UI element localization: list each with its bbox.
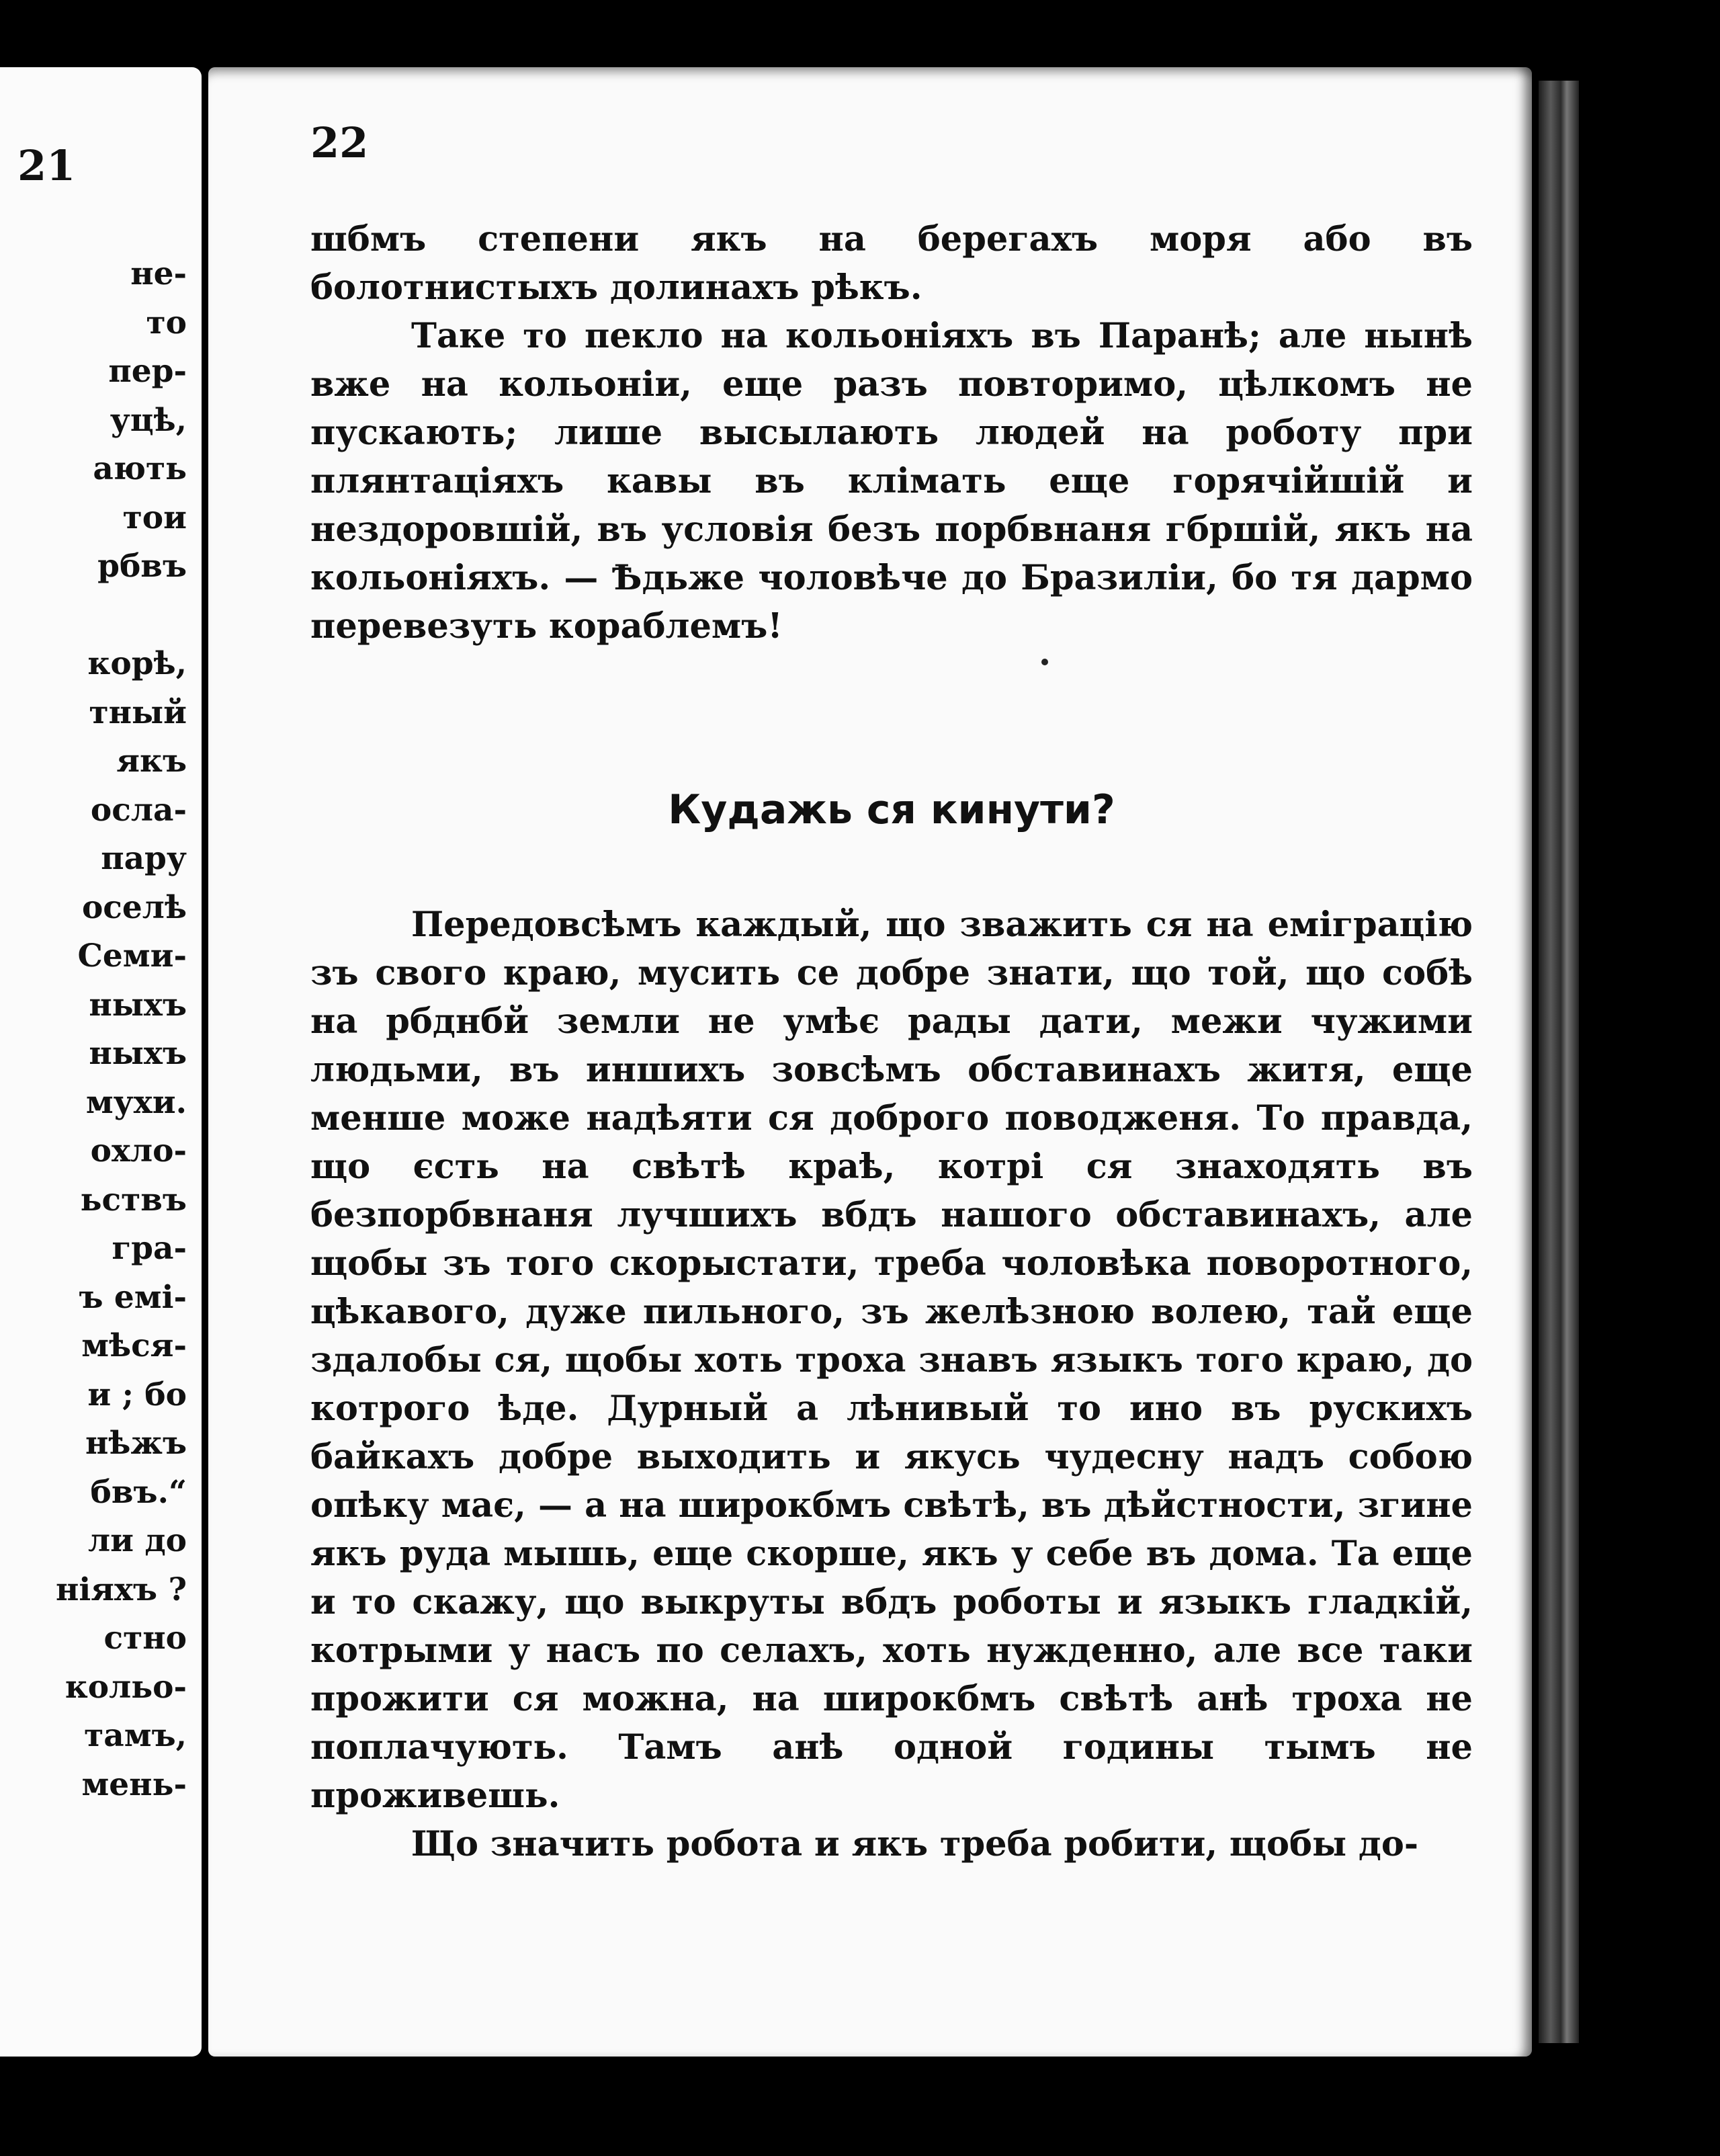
left-line-fragment: тамъ, [84,1717,187,1754]
left-line-fragment: гра- [112,1230,187,1267]
left-line-fragment: мѣся- [81,1327,187,1364]
left-line-fragment: Семи- [77,938,187,975]
left-line-fragment: ніяхъ ? [56,1571,187,1608]
left-line-fragment: корѣ, [87,645,187,682]
right-page-number: 22 [310,118,369,167]
left-line-fragment: тный [89,694,187,731]
left-line-fragment: мень- [81,1766,187,1803]
left-line-fragment: то [146,304,187,341]
left-page-number: 21 [17,141,76,190]
left-page [0,67,202,2057]
left-line-fragment: кольо- [64,1668,187,1706]
main-text-block [310,901,1473,1868]
paragraph-2: Таке то пекло на кольоніяхъ въ Паранѣ; але нынѣ вже на кольоніи, еще разъ повторимо, цѣлкомъ не пускають; лише высылають людей на роботу при плянтаціяхъ кавы въ клімать еще горячійшій и нездоровшій, въ условія безъ порбвнаня гбршій, якъ на кольоніяхъ. — Ѣдьже чоловѣче до Бразиліи, бо тя дармо перевезуть кораблемъ! [310,316,1473,647]
left-line-fragment: осла- [90,791,187,829]
left-line-fragment: пер- [108,353,187,390]
paragraph-4: Що значить робота и якъ треба робити, щобы до- [411,1824,1419,1864]
left-line-fragment: оселѣ [81,888,187,926]
left-line-fragment: рбвъ [97,548,187,585]
left-line-fragment: якъ [116,743,187,780]
paragraph-3: Передовсѣмъ каждый, що зважить ся на еміграцію зъ свого краю, мусить се добре знати, що той, що собѣ на рбднбй земли не умѣє рады дати, межи чужими людьми, въ иншихъ зовсѣмъ обставинахъ житя, еще менше може надѣяти ся доброго поводженя. То правда, що єсть на свѣтѣ краѣ, котрі ся знаходять въ безпорбвнаня лучшихъ вбдъ нашого обставинахъ, але щобы зъ того скорыстати, треба чоловѣка поворотного, цѣкавого, дуже пильного, зъ желѣзною волею, тай еще здалобы ся, щобы хоть троха знавъ языкъ того краю, до котрого ѣде. Дурный а лѣнивый то ино въ рускихъ байкахъ добре выходить и якусь чудесну надъ собою опѣку має, — а на широкбмъ свѣтѣ, въ дѣйстности, згине якъ руда мышь, еще скорше, якъ у себе въ дома. Та еще и то скажу, що выкруты вбдъ роботы и языкъ гладкій, котрыми у насъ по селахъ, хоть нужденно, але все таки прожити ся можна, на широкбмъ свѣтѣ анѣ троха не поплачують. Тамъ анѣ одной годины тымъ не проживешь. [310,905,1473,1816]
left-line-fragment: стно [103,1620,187,1657]
left-line-fragment: ьствъ [80,1181,187,1218]
left-line-fragment: бвъ.“ [90,1473,187,1511]
left-line-fragment: пару [101,840,187,877]
left-line-fragment: и ; бо [87,1376,187,1413]
left-line-fragment: не- [130,255,187,292]
section-heading: Кудажь ся кинути? [668,786,1115,833]
top-text-block [310,215,1473,651]
left-line-fragment: ають [93,450,187,487]
ink-dot [1041,659,1048,665]
left-line-fragment: ныхъ [89,1035,187,1072]
paragraph-1: шбмъ степени якъ на берегахъ моря або въ болотнистыхъ долинахъ рѣкъ. [310,219,1473,308]
left-line-fragment: ли до [87,1522,187,1559]
left-line-fragment: ныхъ [89,986,187,1024]
left-line-fragment: нѣжъ [85,1425,187,1462]
left-line-fragment: уцѣ, [110,401,187,439]
left-line-fragment: тои [122,499,187,536]
left-line-fragment: мухи. [85,1083,187,1121]
left-line-fragment: охло- [90,1132,187,1169]
book-edge [1539,81,1579,2043]
left-line-fragment: ъ емі- [79,1278,187,1316]
